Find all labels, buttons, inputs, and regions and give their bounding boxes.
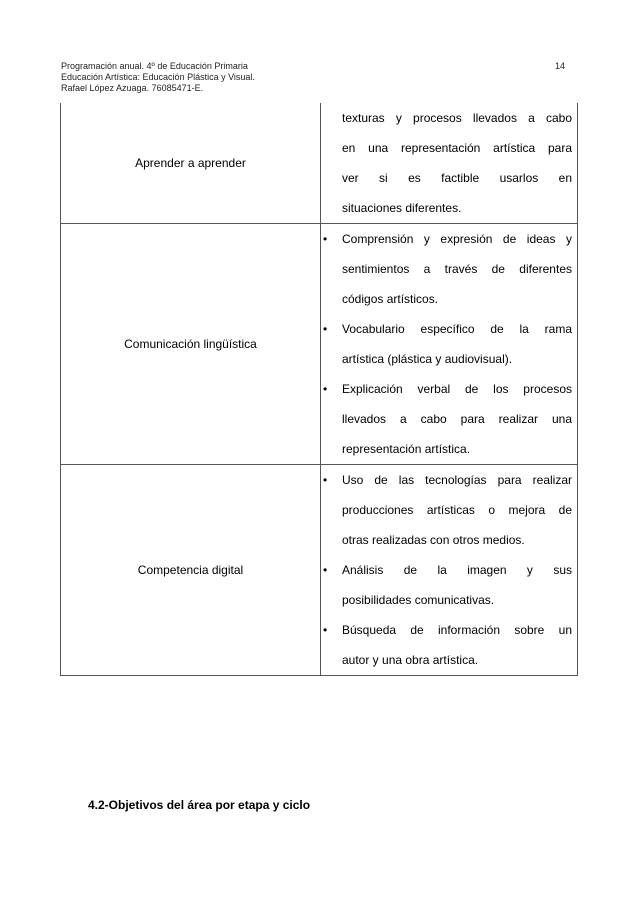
item-line: • Vocabulario específico de la rama — [342, 322, 572, 336]
item-line: • Explicación verbal de los procesos — [342, 382, 572, 396]
item-line: • Búsqueda de información sobre un — [342, 623, 572, 637]
competence-items — [321, 465, 578, 676]
header-line-2: Educación Artística: Educación Plástica y Visual. — [61, 72, 255, 82]
table-row — [61, 224, 578, 465]
item-line: en una representación artística para — [342, 141, 572, 155]
competences-table — [60, 103, 578, 676]
item-line: otras realizadas con otros medios. — [342, 533, 525, 547]
competence-name: Competencia digital — [61, 465, 321, 676]
item-line: • Análisis de la imagen y sus — [342, 563, 572, 577]
competence-items — [321, 224, 578, 465]
item-line: posibilidades comunicativas. — [342, 593, 495, 607]
item-line: ver si es factible usarlos en — [342, 171, 572, 185]
item-line: representación artística. — [342, 442, 471, 456]
running-header — [61, 61, 255, 94]
item-line: producciones artísticas o mejora de — [342, 503, 572, 517]
item-line: llevados a cabo para realizar una — [342, 412, 572, 426]
list-item — [342, 374, 572, 464]
section-heading: 4.2-Objetivos del área por etapa y ciclo — [88, 798, 311, 812]
item-line: sentimientos a través de diferentes — [342, 262, 572, 276]
header-line-3: Rafael López Azuaga. 76085471-E. — [61, 83, 204, 93]
competence-name: Comunicación lingüística — [61, 224, 321, 465]
item-line: artística (plástica y audiovisual). — [342, 352, 513, 366]
item-line: situaciones diferentes. — [342, 201, 462, 215]
item-line: autor y una obra artística. — [342, 653, 479, 667]
item-line: • Comprensión y expresión de ideas y — [342, 232, 572, 246]
item-line: texturas y procesos llevados a cabo — [342, 111, 572, 125]
item-line: • Uso de las tecnologías para realizar — [342, 473, 572, 487]
list-item — [342, 224, 572, 314]
item-line: códigos artísticos. — [342, 292, 439, 306]
list-item — [342, 465, 572, 555]
competence-items — [321, 103, 578, 224]
competence-name: Aprender a aprender — [61, 103, 321, 224]
table-row — [61, 103, 578, 224]
table-row — [61, 465, 578, 676]
page-number: 14 — [555, 61, 566, 71]
header-line-1: Programación anual. 4º de Educación Primaria — [61, 61, 248, 71]
list-item — [342, 314, 572, 374]
list-item — [342, 615, 572, 675]
list-item — [342, 555, 572, 615]
list-item — [342, 103, 572, 223]
